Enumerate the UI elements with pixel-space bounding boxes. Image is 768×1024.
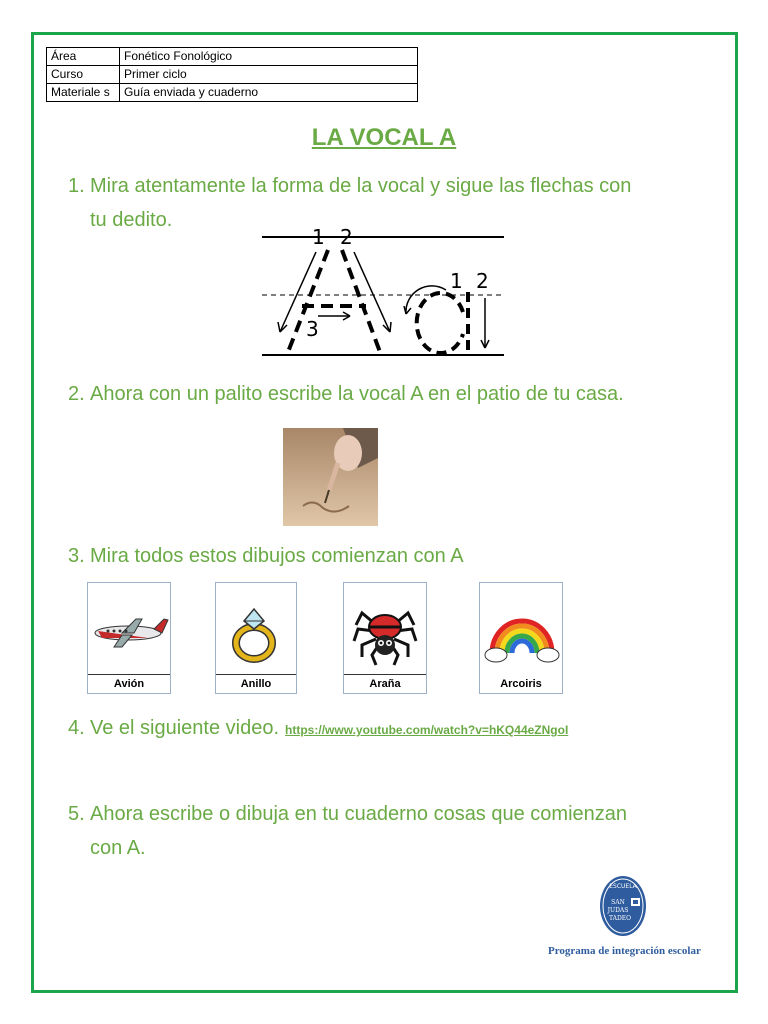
table-value: Fonético Fonológico (120, 48, 418, 66)
picture-card-anillo (215, 582, 297, 694)
item-number: 3. (68, 545, 85, 567)
instruction-3 (68, 540, 728, 574)
logo-text: SAN (611, 899, 625, 906)
info-table (46, 47, 418, 102)
table-value: Guía enviada y cuaderno (120, 84, 418, 102)
table-row (47, 48, 418, 66)
item-number: 2. (68, 383, 85, 405)
item-number: 4. (68, 717, 85, 739)
card-label: Avión (88, 674, 170, 693)
item-number: 5. (68, 803, 85, 825)
picture-card-avion (87, 582, 171, 694)
logo-text: JUDAS (607, 907, 629, 914)
item-text-wrap (90, 712, 568, 746)
card-label: Arcoiris (500, 678, 542, 690)
video-link[interactable]: https://www.youtube.com/watch?v=hKQ44eZNgoI (285, 723, 569, 737)
stroke-label: 2 (476, 269, 489, 293)
sand-writing-photo (283, 428, 378, 526)
table-key: Materiale s (47, 84, 120, 102)
logo-text: TADEO (608, 915, 632, 922)
item-text: Ahora escribe o dibuja en tu cuaderno cosas que comienzan (90, 803, 628, 825)
table-key: Curso (47, 66, 120, 84)
stroke-label: 2 (340, 225, 353, 249)
table-row (47, 84, 418, 102)
airplane-icon (88, 583, 170, 673)
table-row (47, 66, 418, 84)
item-text: Ve el siguiente video. (90, 717, 280, 739)
table-key: Área (47, 48, 120, 66)
stroke-label: 1 (450, 269, 463, 293)
item-text: Ahora con un palito escribe la vocal A en el patio de tu casa. (90, 383, 624, 405)
instruction-4 (68, 712, 728, 746)
stroke-label: 3 (306, 317, 319, 341)
instruction-5 (68, 798, 728, 868)
picture-card-arcoiris (479, 582, 563, 694)
item-number: 1. (68, 175, 85, 197)
card-label: Anillo (216, 674, 296, 693)
picture-card-arana (343, 582, 427, 694)
item-text: con A. (90, 837, 146, 859)
item-text: Mira atentamente la forma de la vocal y sigue las flechas con (90, 175, 632, 197)
item-text: tu dedito. (90, 209, 173, 231)
ring-icon (216, 583, 296, 673)
page-title: LA VOCAL A (311, 124, 457, 151)
school-logo (598, 874, 648, 938)
stroke-label: 1 (312, 225, 325, 249)
rainbow-icon (480, 583, 562, 673)
instruction-2 (68, 378, 728, 412)
spider-icon (344, 583, 426, 673)
table-value: Primer ciclo (120, 66, 418, 84)
card-label: Araña (344, 674, 426, 693)
footer-program-text: Programa de integración escolar (548, 945, 701, 957)
letter-tracing-figure (258, 222, 508, 362)
logo-text: ESCUELA (609, 883, 637, 890)
item-text: Mira todos estos dibujos comienzan con A (90, 545, 464, 567)
